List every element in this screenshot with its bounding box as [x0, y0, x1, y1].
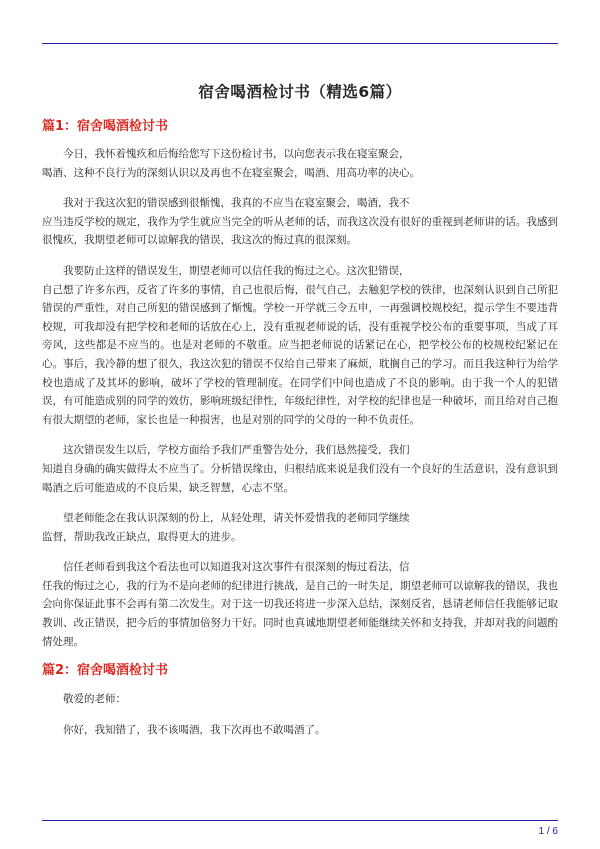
- paragraph-first-line: 我要防止这样的错误发生，期望老师可以信任我的悔过之心。这次犯错误，: [63, 264, 410, 277]
- paragraph: [42, 558, 558, 651]
- paragraph: [42, 145, 558, 182]
- document-body: [42, 115, 558, 739]
- paragraph: [42, 262, 558, 429]
- header-rule: [42, 43, 558, 44]
- section-1-heading: 篇1：宿舍喝酒检讨书: [42, 119, 169, 134]
- section-2-heading: 篇2：宿舍喝酒检讨书: [42, 663, 169, 679]
- paragraph: [42, 194, 558, 250]
- paragraph-first-line: 望老师能念在我认识深刻的份上，从轻处理，请关怀爱惜我的老师同学继续: [63, 512, 410, 525]
- paragraph-rest: 喝酒、这种不良行为的深刻认识以及再也不在寝室聚会，喝酒、用高功率的决心。: [42, 166, 420, 179]
- paragraph-first-line: 我对于我这次犯的错误感到很惭愧，我真的不应当在寝室聚会，喝酒，我不: [63, 197, 410, 210]
- paragraph-first-line: 信任老师看到我这个看法也可以知道我对这次事件有很深刻的悔过看法，信: [63, 561, 410, 574]
- paragraph-rest: 任我的悔过之心，我的行为不是向老师的纪律进行挑战，是自己的一时失足，期望老师可以谅解我的错误，我也会向你保证此事不会再有第二次发生。对于这一切我还将进一步深入总结，深刻反省，恳请老师信任我能够记取教训、改正错误，把今后的事情加倍努力干好。同时也真诚地期望老师能继续关怀和支持我，并却对我的问题酌情处理。: [42, 579, 558, 648]
- paragraph-rest: 监督，帮助我改正缺点，取得更大的进步。: [42, 530, 242, 543]
- salutation: 敬爱的老师：: [63, 693, 126, 706]
- paragraph-rest: 知道自身确的确实做得太不应当了。分析错误缘由，归根结底来说是我们没有一个良好的生活意识，没有意识到喝酒之后可能造成的不良后果，缺乏智慧，心志不坚。: [42, 462, 558, 494]
- document-title: 宿舍喝酒检讨书（精选6篇）: [198, 83, 402, 101]
- paragraph: 你好，我知错了，我不该喝酒，我下次再也不敢喝酒了。: [63, 723, 326, 736]
- paragraph: [42, 509, 558, 546]
- page-indicator: 1 / 6: [538, 826, 558, 837]
- paragraph-first-line: 今日，我怀着愧疚和后悔给您写下这份检讨书，以向您表示我在寝室聚会，: [63, 148, 410, 160]
- paragraph-rest: 应当违反学校的规定，我作为学生就应当完全的听从老师的话，而我这次没有很好的重视到老师讲的话。我感到很愧疚，我期望老师可以谅解我的错误，我这次的悔过真的很深刻。: [42, 215, 558, 247]
- paragraph: [42, 441, 558, 497]
- footer-rule: [42, 820, 558, 821]
- paragraph-first-line: 这次错误发生以后，学校方面给予我们严重警告处分，我们恳然接受，我们: [63, 444, 410, 457]
- paragraph-rest: 自己想了许多东西，反省了许多的事情，自己也很后悔，很气自己，去触犯学校的铁律，也深刻认识到自己所犯错误的严重性，对自己所犯的错误感到了惭愧。学校一开学就三令五申，一再强调校规校纪，提示学生不要违背校规，可我却没有把学校和老师的话放在心上，没有重视老师说的话，没有重视学校公布的重要事项，当成了耳旁风，这些都是不应当的。也是对老师的不敬重。应当把老师说的话紧记在心，把学校公布的校规校纪紧记在心。事后，我冷静的想了很久，我这次犯的错误不仅给自己带来了麻烦，耽搁自己的学习。而且我这种行为给学校也造成了及其坏的影响，破坏了学校的管理制度。在同学们中间也造成了不良的影响。由于我一个人的犯错误，有可能造成别的同学的效仿，影响班级纪律性，年级纪律性，对学校的纪律也是一种破坏，而且给对自己抱有很大期望的老师，家长也是一种损害，也是对别的同学的父母的一种不负责任。: [42, 283, 558, 426]
